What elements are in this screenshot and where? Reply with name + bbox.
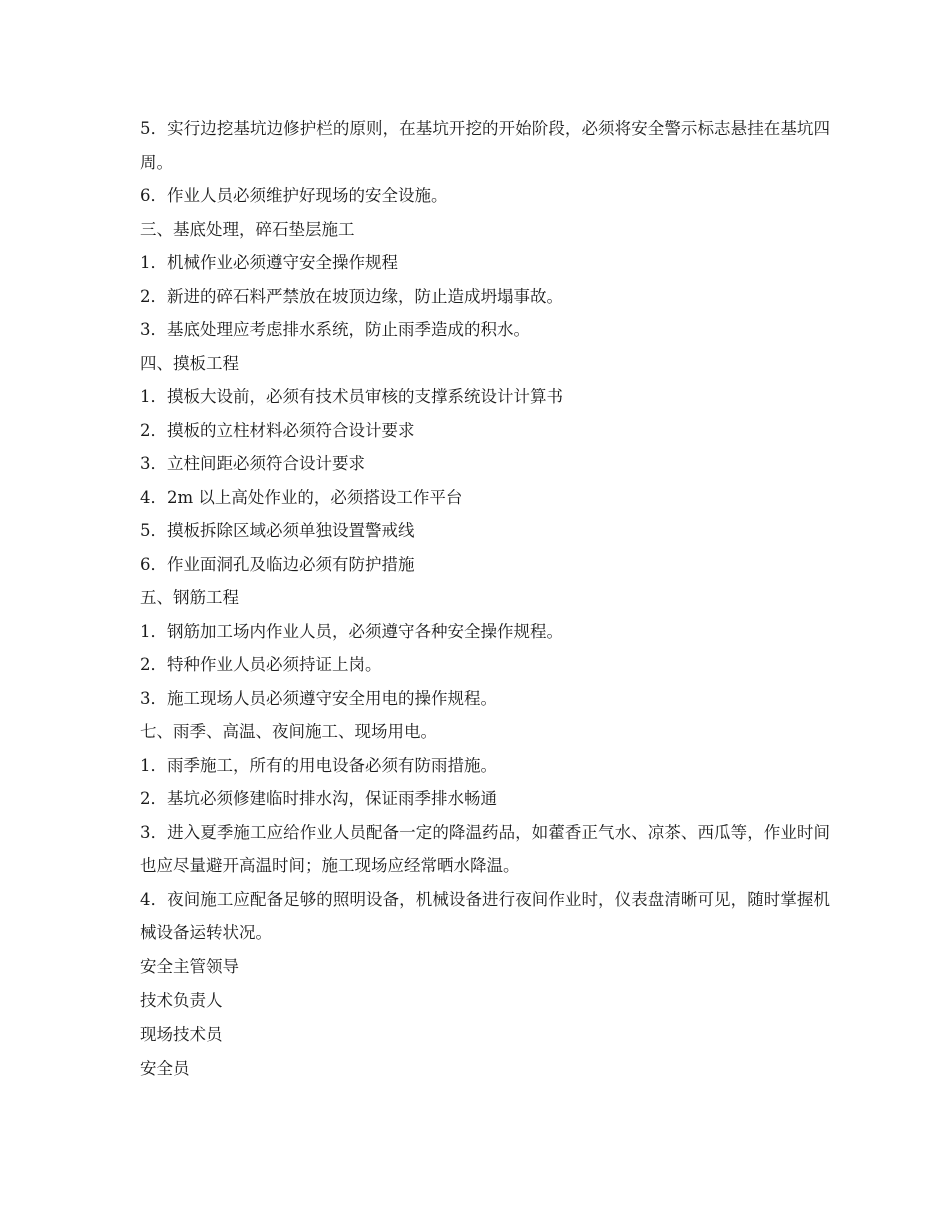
signature-line-safety-supervisor: 安全主管领导 xyxy=(140,956,239,976)
paragraph: 4．夜间施工应配备足够的照明设备，机械设备进行夜间作业时，仪表盘清晰可见，随时掌握机械设备运转状况。 xyxy=(140,889,830,942)
paragraph: 3．施工现场人员必须遵守安全用电的操作规程。 xyxy=(140,688,497,708)
paragraph: 6．作业面洞孔及临边必须有防护措施 xyxy=(140,554,415,574)
paragraph: 2．基坑必须修建临时排水沟，保证雨季排水畅通 xyxy=(140,789,497,808)
paragraph: 1．机械作业必须遵守安全操作规程 xyxy=(140,253,398,272)
paragraph: 3．基底处理应考虑排水系统，防止雨季造成的积水。 xyxy=(140,320,530,339)
paragraph: 1．雨季施工，所有的用电设备必须有防雨措施。 xyxy=(140,755,497,775)
paragraph: 2．新进的碎石料严禁放在坡顶边缘，防止造成坍塌事故。 xyxy=(140,286,563,306)
paragraph: 3．立柱间距必须符合设计要求 xyxy=(140,454,365,473)
section-heading: 五、钢筋工程 xyxy=(140,588,239,607)
paragraph: 2．特种作业人员必须持证上岗。 xyxy=(140,655,382,674)
signature-line-site-technician: 现场技术员 xyxy=(140,1024,223,1044)
paragraph: 4．2m 以上高处作业的，必须搭设工作平台 xyxy=(140,487,463,507)
section-heading: 三、基底处理，碎石垫层施工 xyxy=(140,219,355,239)
paragraph: 5．摸板拆除区域必须单独设置警戒线 xyxy=(140,521,415,540)
signature-line-safety-officer: 安全员 xyxy=(140,1058,190,1078)
paragraph: 6．作业人员必须维护好现场的安全设施。 xyxy=(140,186,448,205)
section-heading: 七、雨季、高温、夜间施工、现场用电。 xyxy=(140,722,437,741)
document-page xyxy=(140,112,830,1086)
paragraph: 1．钢筋加工场内作业人员，必须遵守各种安全操作规程。 xyxy=(140,621,563,641)
section-heading: 四、摸板工程 xyxy=(140,353,239,373)
signature-line-technical-lead: 技术负责人 xyxy=(140,990,223,1010)
paragraph: 1．摸板大设前，必须有技术员审核的支撑系统设计计算书 xyxy=(140,387,563,406)
paragraph: 3．进入夏季施工应给作业人员配备一定的降温药品，如藿香正气水、凉茶、西瓜等，作业时间也应尽量避开高温时间；施工现场应经常晒水降温。 xyxy=(140,822,830,875)
paragraph: 5．实行边挖基坑边修护栏的原则，在基坑开挖的开始阶段，必须将安全警示标志悬挂在基坑四周。 xyxy=(140,119,830,172)
paragraph: 2．摸板的立柱材料必须符合设计要求 xyxy=(140,420,415,440)
